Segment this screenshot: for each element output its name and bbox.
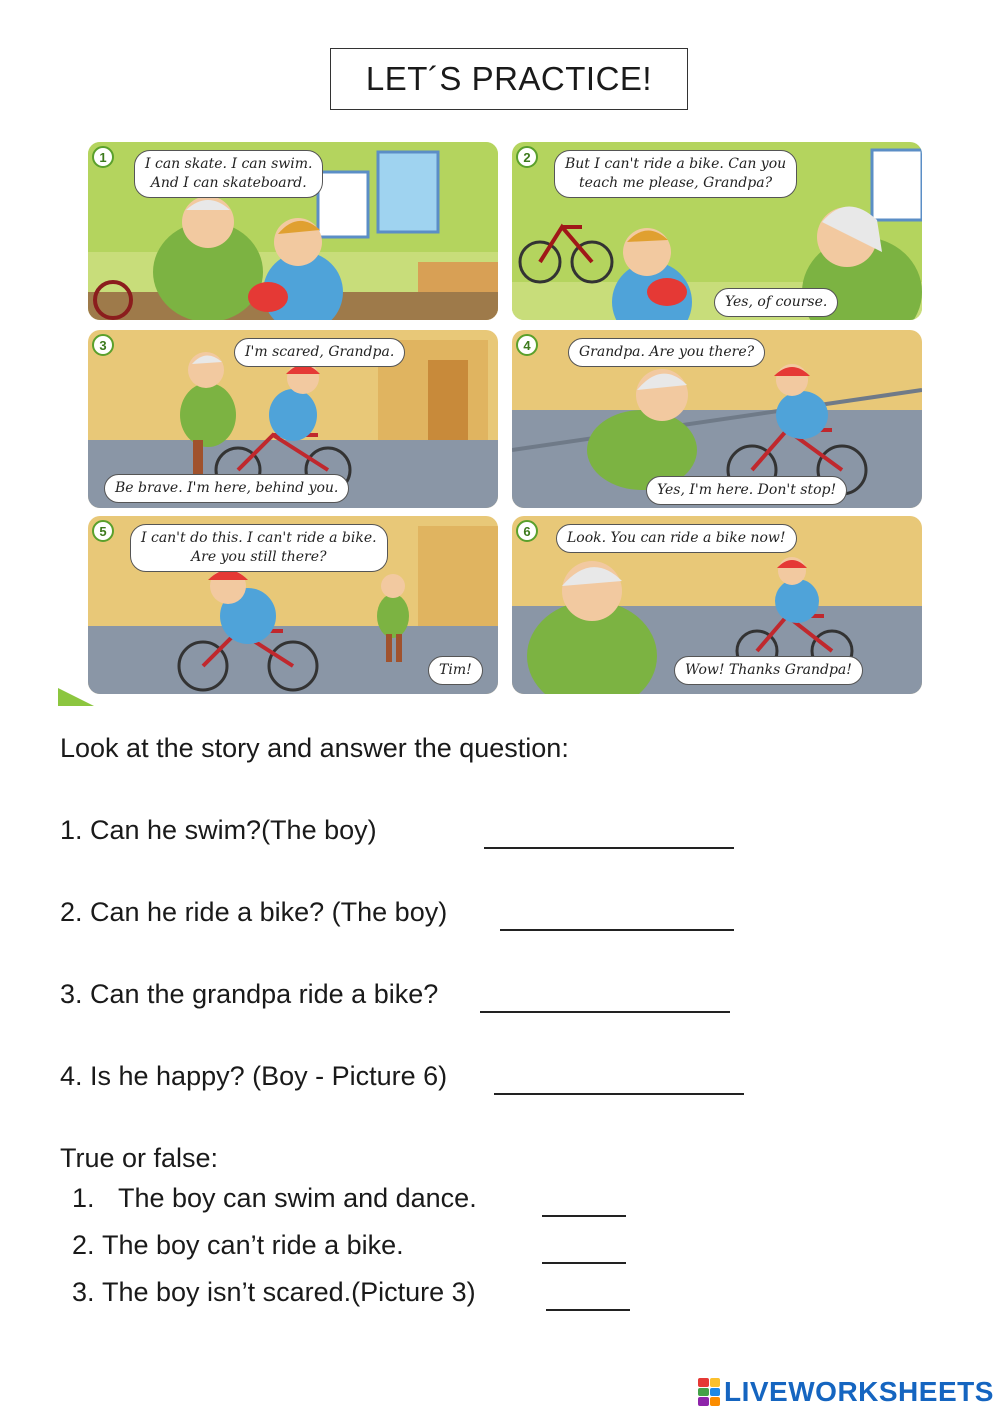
comic-strip bbox=[88, 142, 922, 698]
question-number: 1. bbox=[60, 815, 83, 845]
speech-bubble: Tim! bbox=[428, 656, 483, 685]
true-false-blank-2[interactable] bbox=[542, 1238, 626, 1264]
panel-6-number: 6 bbox=[516, 520, 538, 542]
logo-text: LIVEWORKSHEETS bbox=[724, 1376, 994, 1407]
speech-bubble: Yes, of course. bbox=[714, 288, 838, 317]
item-number: 3. bbox=[72, 1277, 95, 1307]
liveworksheets-icon bbox=[698, 1378, 720, 1406]
speech-bubble: But I can't ride a bike. Can you teach me please, Grandpa? bbox=[554, 150, 797, 198]
panel-5-number: 5 bbox=[92, 520, 114, 542]
speech-bubble: I can't do this. I can't ride a bike. Are you still there? bbox=[130, 524, 388, 572]
question-text: Can he swim?(The boy) bbox=[90, 815, 377, 845]
speech-bubble: Be brave. I'm here, behind you. bbox=[104, 474, 349, 503]
true-false-item-2 bbox=[72, 1230, 404, 1261]
corner-decoration bbox=[58, 688, 94, 706]
item-number: 2. bbox=[72, 1230, 95, 1260]
panel-3-number: 3 bbox=[92, 334, 114, 356]
question-4 bbox=[60, 1061, 447, 1092]
page-title: LET´S PRACTICE! bbox=[330, 48, 688, 110]
comic-panel-6 bbox=[512, 516, 922, 694]
answer-blank-1[interactable] bbox=[484, 823, 734, 849]
question-text: Can the grandpa ride a bike? bbox=[90, 979, 439, 1009]
panel-4-number: 4 bbox=[516, 334, 538, 356]
speech-bubble: I can skate. I can swim. And I can skateboard. bbox=[134, 150, 323, 198]
true-false-item-3 bbox=[72, 1277, 476, 1308]
question-1 bbox=[60, 815, 377, 846]
comic-panel-2 bbox=[512, 142, 922, 320]
item-text: The boy can’t ride a bike. bbox=[102, 1230, 404, 1260]
true-false-item-1 bbox=[72, 1183, 477, 1214]
true-false-blank-3[interactable] bbox=[546, 1285, 630, 1311]
true-false-blank-1[interactable] bbox=[542, 1191, 626, 1217]
question-number: 2. bbox=[60, 897, 83, 927]
question-3 bbox=[60, 979, 438, 1010]
instructions: Look at the story and answer the question: bbox=[60, 733, 569, 763]
speech-bubble: Look. You can ride a bike now! bbox=[556, 524, 797, 553]
comic-panel-5 bbox=[88, 516, 498, 694]
speech-bubble: Yes, I'm here. Don't stop! bbox=[646, 476, 847, 505]
answer-blank-2[interactable] bbox=[500, 905, 734, 931]
item-text: The boy isn’t scared.(Picture 3) bbox=[102, 1277, 476, 1307]
item-number: 1. bbox=[72, 1183, 95, 1213]
comic-panel-4 bbox=[512, 330, 922, 508]
item-text: The boy can swim and dance. bbox=[118, 1183, 477, 1213]
comic-panel-3 bbox=[88, 330, 498, 508]
panel-1-number: 1 bbox=[92, 146, 114, 168]
true-false-heading: True or false: bbox=[60, 1143, 219, 1173]
question-text: Is he happy? (Boy - Picture 6) bbox=[90, 1061, 448, 1091]
question-number: 4. bbox=[60, 1061, 83, 1091]
question-2 bbox=[60, 897, 447, 928]
answer-blank-4[interactable] bbox=[494, 1069, 744, 1095]
question-number: 3. bbox=[60, 979, 83, 1009]
speech-bubble: I'm scared, Grandpa. bbox=[234, 338, 405, 367]
panel-2-number: 2 bbox=[516, 146, 538, 168]
liveworksheets-logo bbox=[698, 1376, 994, 1408]
comic-panel-1 bbox=[88, 142, 498, 320]
question-text: Can he ride a bike? (The boy) bbox=[90, 897, 448, 927]
speech-bubble: Grandpa. Are you there? bbox=[568, 338, 765, 367]
answer-blank-3[interactable] bbox=[480, 987, 730, 1013]
speech-bubble: Wow! Thanks Grandpa! bbox=[674, 656, 863, 685]
